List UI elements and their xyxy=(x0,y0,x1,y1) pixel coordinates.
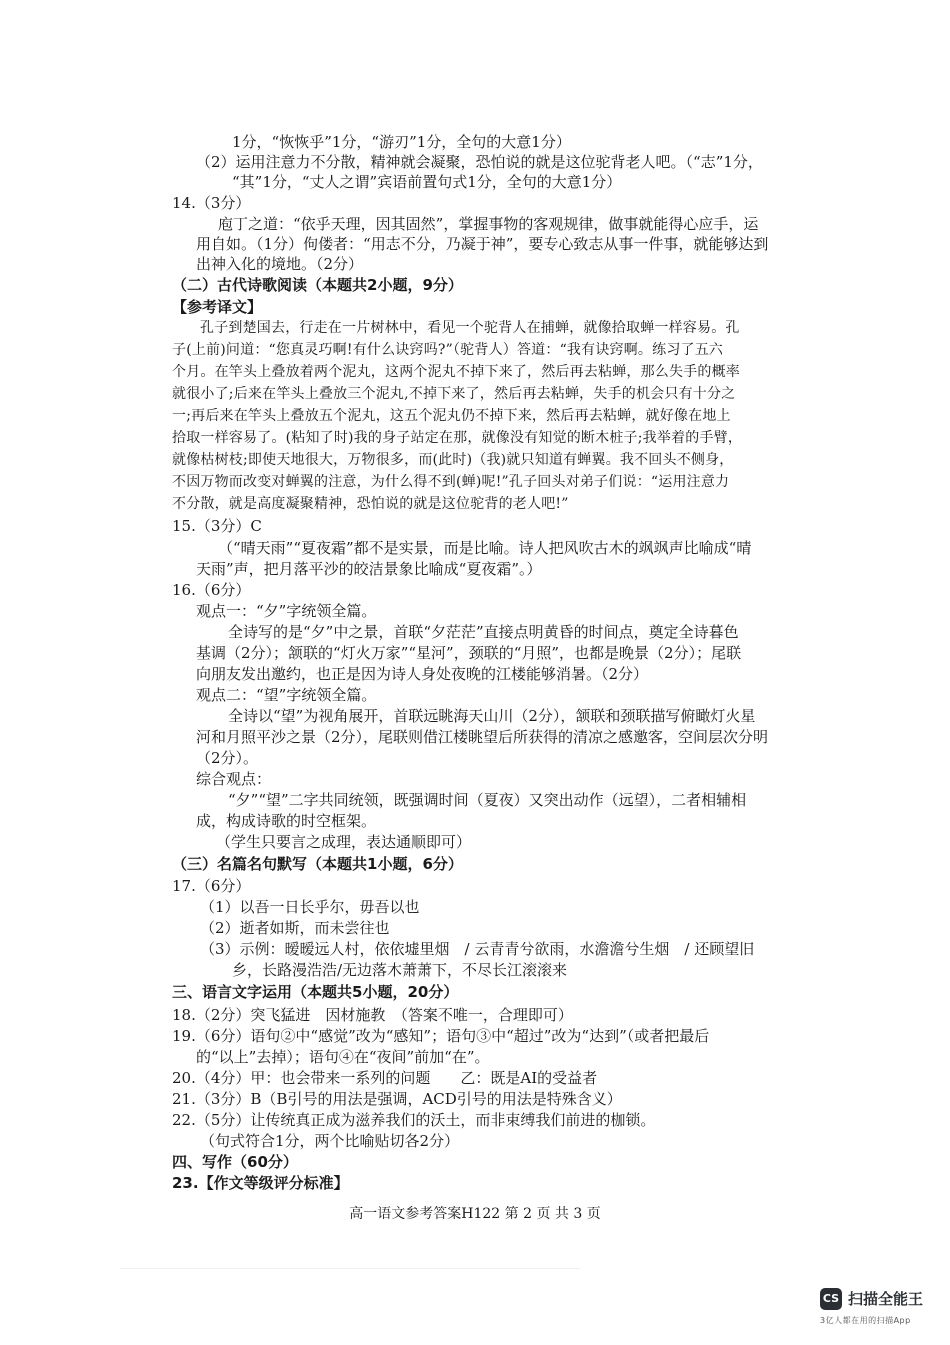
question-18: 18.（2分）突飞猛进 因材施教 （答案不唯一，合理即可） xyxy=(172,1006,573,1024)
section-heading: （三）名篇名句默写（本题共1小题，6分） xyxy=(172,855,463,873)
translation-line: 子(上前)问道：“您真灵巧啊!有什么诀窍吗?”（驼背人）答道：“我有诀窍啊。练习了五六 xyxy=(172,342,724,358)
text-line: 综合观点： xyxy=(196,770,272,788)
section-heading: 三、语言文字运用（本题共5小题，20分） xyxy=(172,983,459,1001)
question-21: 21.（3分）B（B引号的用法是强调，ACD引号的用法是特殊含义） xyxy=(172,1090,622,1108)
question-22: 22.（5分）让传统真正成为滋养我们的沃土，而非束缚我们前进的枷锁。 xyxy=(172,1111,656,1129)
text-line: （2）逝者如斯，而未尝往也 xyxy=(200,919,390,937)
text-line: 观点一：“夕”字统领全篇。 xyxy=(196,602,377,620)
scanner-watermark-title: 扫描全能王 xyxy=(848,1290,924,1308)
divider xyxy=(120,1268,580,1269)
question-16-heading: 16.（6分） xyxy=(172,581,251,599)
section-heading: （二）古代诗歌阅读（本题共2小题，9分） xyxy=(172,276,463,294)
page-footer: 高一语文参考答案H122 第 2 页 共 3 页 xyxy=(349,1206,601,1222)
translation-line: 个月。在竿头上叠放着两个泥丸，这两个泥丸不掉下来了，然后再去粘蝉，那么失手的概率 xyxy=(172,364,740,380)
text-line: “其”1分，“丈人之谓”宾语前置句式1分，全句的大意1分） xyxy=(232,173,622,191)
translation-line: 就很小了;后来在竿头上叠放三个泥丸,不掉下来了，然后再去粘蝉，失手的机会只有十分之 xyxy=(172,386,736,402)
text-line: 用自如。（1分）佝偻者：“用志不分，乃凝于神”，要专心致志从事一件事，就能够达到 xyxy=(196,235,769,253)
translation-line: 不分散，就是高度凝聚精神，恐怕说的就是这位驼背的老人吧!” xyxy=(172,496,569,512)
text-line: （学生只要言之成理，表达通顺即可） xyxy=(216,833,472,851)
text-line: 全诗以“望”为视角展开，首联远眺海天山川（2分），颔联和颈联描写俯瞰灯火星 xyxy=(228,707,756,725)
translation-line: 拾取一样容易了。(粘知了时)我的身子站定在那，就像没有知觉的断木桩子;我举着的手臂， xyxy=(172,430,743,446)
scanner-logo-icon: CS xyxy=(820,1288,842,1310)
text-line: 成，构成诗歌的时空框架。 xyxy=(196,812,377,830)
text-line: 乡，长路漫浩浩/无边落木萧萧下，不尽长江滚滚来 xyxy=(232,961,568,979)
text-line: 的“以上”去掉）；语句④在“夜间”前加“在”。 xyxy=(196,1048,490,1066)
translation-line: 孔子到楚国去，行走在一片树林中，看见一个驼背人在捕蝉，就像拾取蝉一样容易。孔 xyxy=(200,320,740,336)
text-line: （2分）。 xyxy=(196,749,259,767)
translation-line: 就像枯树枝;即使天地很大，万物很多，而(此时)（我)就只知道有蝉翼。我不回头不侧身， xyxy=(172,452,734,468)
question-23-heading: 23.【作文等级评分标准】 xyxy=(172,1174,349,1192)
text-line: 向朋友发出邀约，也正是因为诗人身处夜晚的江楼能够消暑。（2分） xyxy=(196,665,649,683)
text-line: 全诗写的是“夕”中之景，首联“夕茫茫”直接点明黄昏的时间点，奠定全诗暮色 xyxy=(228,623,739,641)
translation-line: 不因万物而改变对蝉翼的注意，为什么得不到(蝉)呢!”孔子回头对弟子们说：“运用注意力 xyxy=(172,474,730,490)
section-heading: 【参考译文】 xyxy=(172,298,263,316)
question-19: 19.（6分）语句②中“感觉”改为“感知”；语句③中“超过”改为“达到”（或者把最后 xyxy=(172,1027,710,1045)
text-line: （句式符合1分，两个比喻贴切各2分） xyxy=(200,1132,460,1150)
text-line: 观点二：“望”字统领全篇。 xyxy=(196,686,377,704)
text-line: “夕”“望”二字共同统领，既强调时间（夏夜）又突出动作（远望），二者相辅相 xyxy=(228,791,747,809)
question-14-heading: 14.（3分） xyxy=(172,194,251,212)
text-line: （3）示例：暧暧远人村，依依墟里烟 / 云青青兮欲雨，水澹澹兮生烟 / 还顾望旧 xyxy=(200,940,755,958)
translation-line: 一;再后来在竿头上叠放五个泥丸，这五个泥丸仍不掉下来，然后再去粘蝉，就好像在地上 xyxy=(172,408,731,424)
question-20: 20.（4分）甲：也会带来一系列的问题 乙：既是AI的受益者 xyxy=(172,1069,598,1087)
question-15-heading: 15.（3分）C xyxy=(172,517,262,535)
text-line: 1分，“恢恢乎”1分，“游刃”1分，全句的大意1分） xyxy=(232,133,571,151)
text-line: 河和月照平沙之景（2分），尾联则借江楼眺望后所获得的清凉之感邀客，空间层次分明 xyxy=(196,728,769,746)
text-line: 庖丁之道：“依乎天理，因其固然”，掌握事物的客观规律，做事就能得心应手，运 xyxy=(218,215,759,233)
text-line: （“晴天雨”“夏夜霜”都不是实景，而是比喻。诗人把风吹古木的飒飒声比喻成“晴 xyxy=(218,539,752,557)
text-line: 天雨”声，把月落平沙的皎洁景象比喻成“夏夜霜”。） xyxy=(196,560,542,578)
text-line: 出神入化的境地。（2分） xyxy=(196,255,364,273)
scanner-watermark-subtitle: 3亿人都在用的扫描App xyxy=(820,1316,911,1325)
text-line: （2）运用注意力不分散，精神就会凝聚，恐怕说的就是这位驼背老人吧。（“志”1分， xyxy=(196,153,763,171)
text-line: （1）以吾一日长乎尔，毋吾以也 xyxy=(200,898,420,916)
section-heading: 四、写作（60分） xyxy=(172,1153,298,1171)
text-line: 基调（2分）；颔联的“灯火万家”“星河”，颈联的“月照”，也都是晚景（2分）；尾联 xyxy=(196,644,742,662)
question-17-heading: 17.（6分） xyxy=(172,877,251,895)
